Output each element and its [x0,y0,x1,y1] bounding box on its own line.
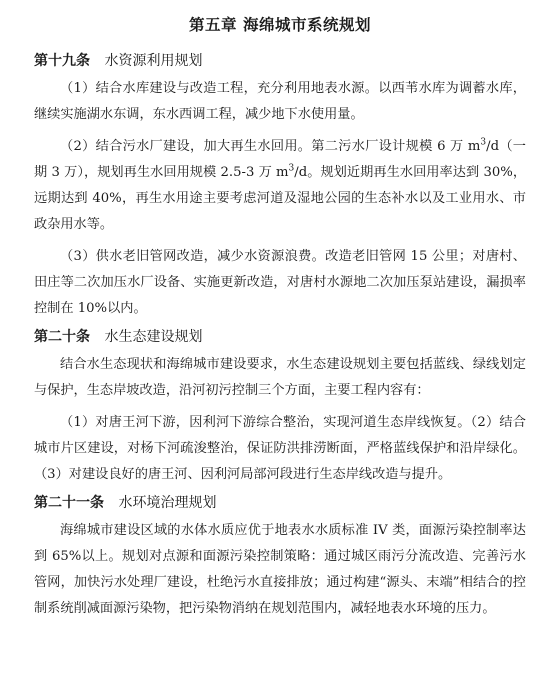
paragraph: （1）对唐王河下游，因利河下游综合整治，实现河道生态岸线恢复。（2）结合城市片区建设，对杨下河疏浚整治，保证防洪排涝断面，严格蓝线保护和沿岸绿化。（3）对建设良好的唐王河、因利河局部河段进行生态岸线改造与提升。 [34,415,526,482]
paragraph: 结合水生态现状和海绵城市建设要求，水生态建设规划主要包括蓝线、绿线划定与保护，生态岸坡改造，沿河初污控制三个方面，主要工程内容有： [34,357,526,398]
article-heading-21 [34,492,526,514]
chapter-title: 第五章 海绵城市系统规划 [189,16,371,34]
article-heading-19 [34,50,526,72]
article-number: 第二十条 [34,329,90,345]
article-heading-20 [34,326,526,348]
superscript: 3 [480,137,487,148]
paragraph-text: （2）结合污水厂建设，加大再生水回用。第二污水厂设计规模 6 万 m [60,139,481,154]
article-number: 第十九条 [34,53,90,69]
article-title: 水环境治理规划 [118,495,217,511]
article-number: 第二十一条 [34,495,104,511]
article-title: 水资源利用规划 [104,53,203,69]
paragraph-text: /d（一期 3 万），规划再生水回用规模 2.5-3 万 m [34,139,526,180]
paragraph: 海绵城市建设区域的水体水质应优于地表水水质标准 IV 类，面源污染控制率达到 65%以上。规划对点源和面源污染控制策略：通过城区雨污分流改造、完善污水管网，加快污水处理厂建设，杜绝污水直接排放；通过构建“源头、末端”相结合的控制系统削减面源污染物，把污染物消纳在规划范围内，减轻地表水环境的压力。 [34,523,526,616]
superscript: 3 [288,163,295,174]
paragraph: （3）供水老旧管网改造，减少水资源浪费。改造老旧管网 15 公里；对唐村、田庄等二次加压水厂设备、实施更新改造，对唐村水源地二次加压泵站建设，漏损率控制在 10%以内。 [34,249,526,316]
paragraph-reclaimed-water [34,134,526,238]
paragraph: （1）结合水库建设与改造工程，充分利用地表水源。以西苇水库为调蓄水库，继续实施湖水东调，东水西调工程，减少地下水使用量。 [34,81,526,122]
paragraph-text: /d。规划近期再生水回用率达到 30%，远期达到 40%，再生水用途主要考虑河道及湿地公园的生态补水以及工业用水、市政杂用水等。 [34,165,527,232]
article-title: 水生态建设规划 [104,329,203,345]
